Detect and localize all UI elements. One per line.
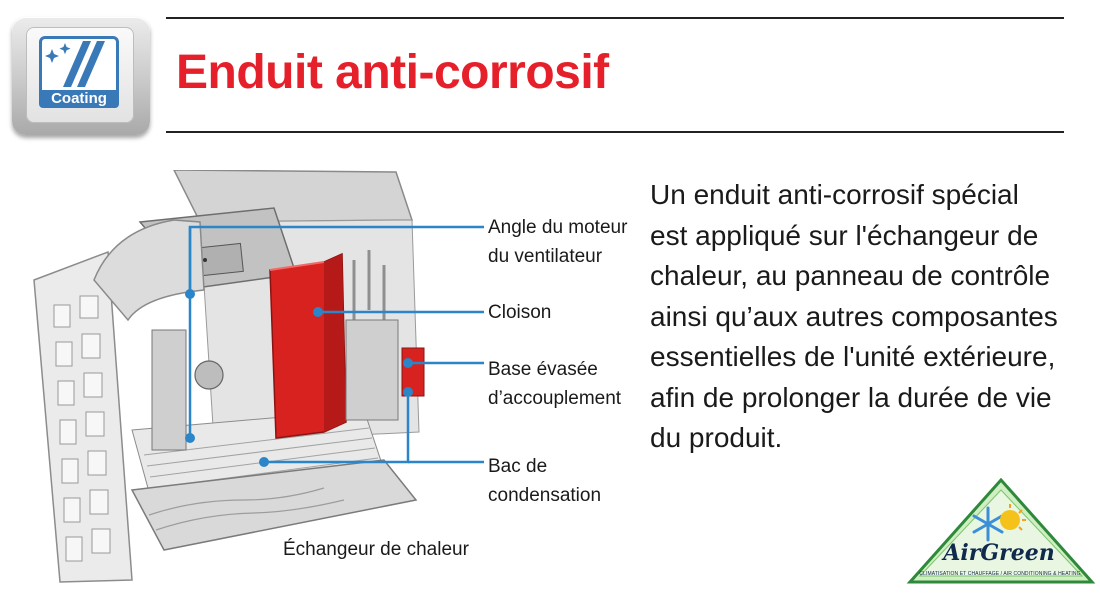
description-line: du produit.: [650, 422, 783, 453]
callout-partition: [488, 298, 551, 327]
description-line: chaleur, au panneau de contrôle: [650, 260, 1051, 291]
callout-condensation-pan-line2: condensation: [488, 485, 602, 506]
callout-partition-line1: Cloison: [488, 302, 552, 323]
coating-badge: [12, 17, 150, 135]
outdoor-unit-diagram: [24, 170, 484, 590]
callout-flared-base-line1: Base évasée: [488, 359, 598, 380]
description-line: Un enduit anti-corrosif spécial: [650, 179, 1019, 210]
description-paragraph: [650, 175, 1090, 459]
description-line: ainsi qu’aux autres composantes: [650, 300, 1058, 332]
callout-condensation-pan: [488, 452, 601, 510]
page-title: Enduit anti-corrosif: [176, 46, 609, 99]
callout-fan-motor-angle-line1: Angle du moteur: [488, 217, 628, 238]
diagram-caption-heat-exchanger: Échangeur de chaleur: [283, 539, 469, 560]
description-line: afin de prolonger la durée de vie: [650, 381, 1052, 413]
badge-label: Coating: [39, 90, 119, 108]
coating-stripes-icon: [43, 39, 115, 91]
header-bottom-rule: [166, 131, 1064, 133]
logo-tagline: CLIMATISATION ET CHAUFFAGE / AIR CONDITIONING & HEATING: [919, 571, 1081, 577]
valve-assembly: [346, 320, 398, 420]
callout-fan-motor-angle: [488, 213, 627, 271]
callout-fan-motor-angle-line2: du ventilateur: [488, 246, 603, 267]
description-line: est appliqué sur l'échangeur de: [650, 219, 1039, 251]
logo-brand-name: AirGreen: [943, 540, 1055, 566]
callout-condensation-pan-line1: Bac de: [488, 456, 548, 477]
callout-flared-base: [488, 355, 621, 413]
header-top-rule: [166, 17, 1064, 19]
description-line: essentielles de l'unité extérieure,: [650, 341, 1056, 372]
callout-flared-base-line2: d’accouplement: [488, 388, 622, 409]
fan-motor-bracket: [152, 330, 186, 450]
